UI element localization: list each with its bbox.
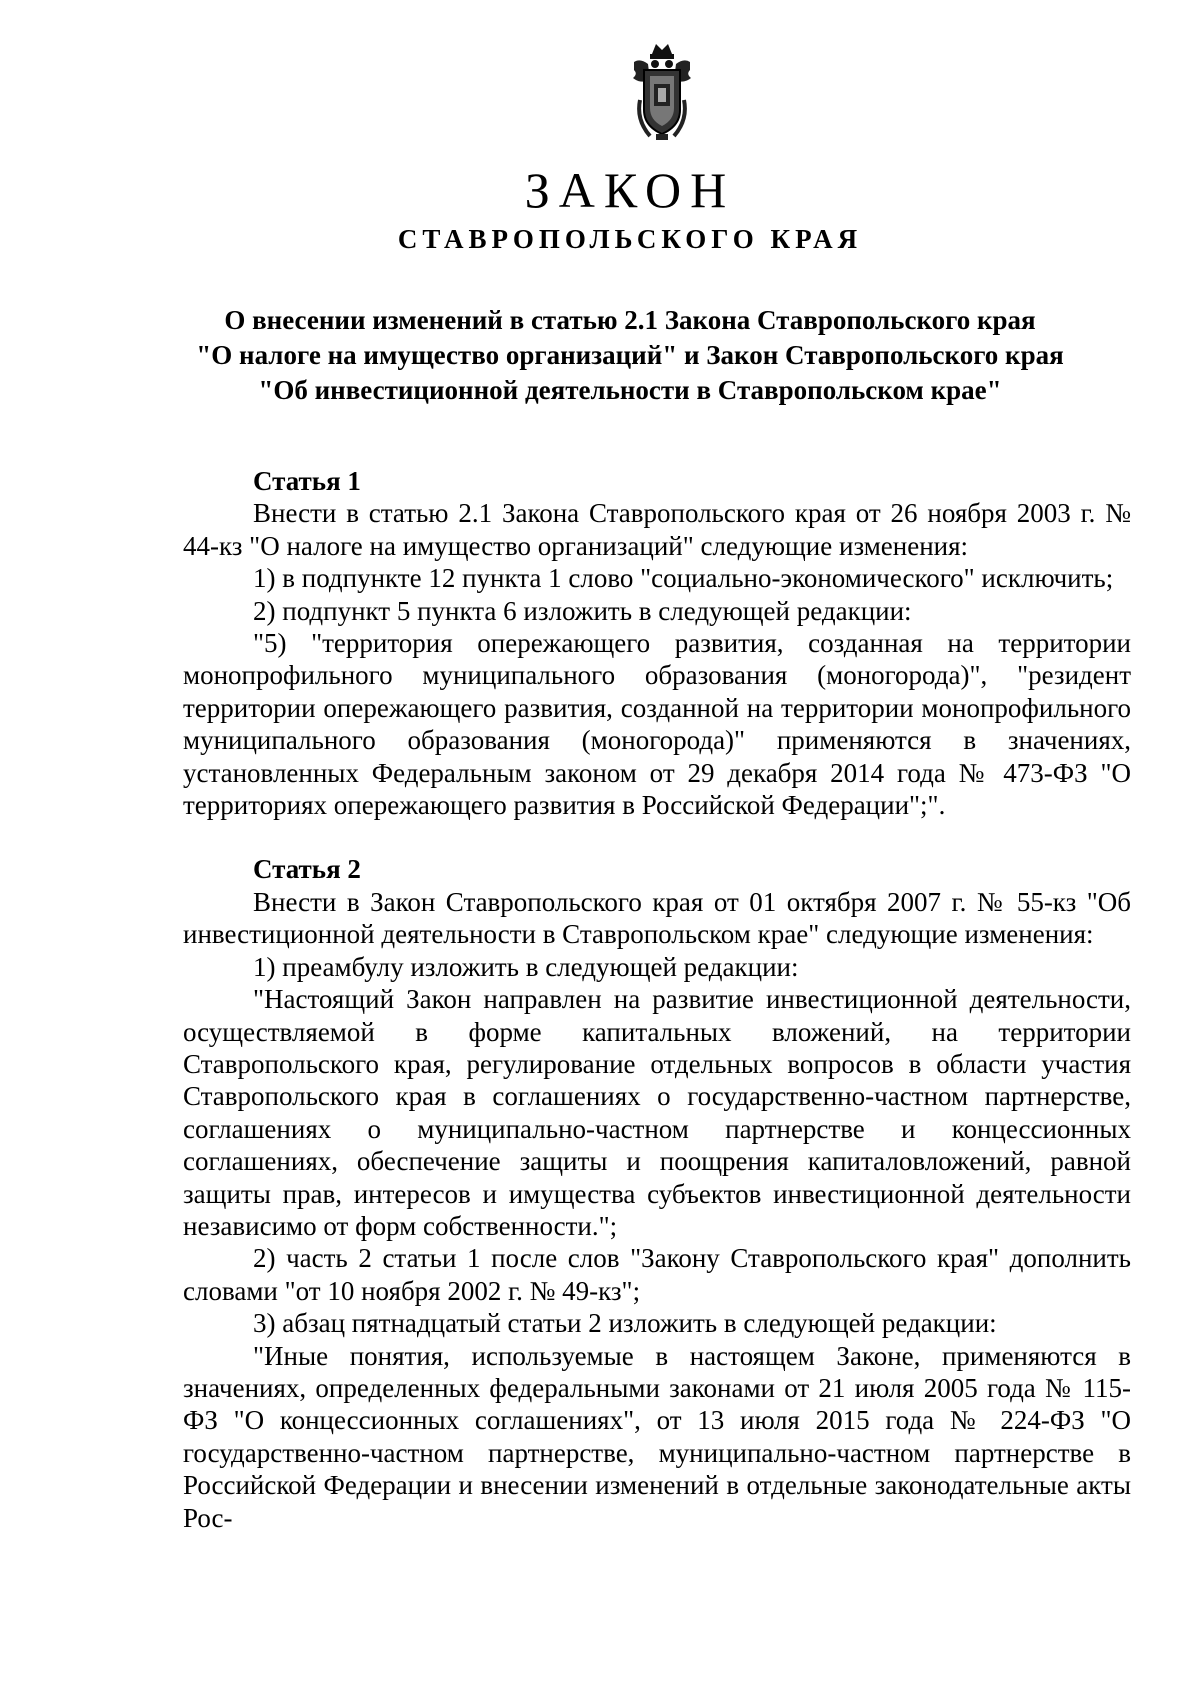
law-name-line: "Об инвестиционной деятельности в Ставропольском крае" <box>258 375 1002 405</box>
article-1-paragraph: "5) "территория опережающего развития, созданная на территории монопрофильного муниципального образования (моногорода)", "резидент территории опережающего развития, созданной на территории монопрофильного муниципального образования (моногорода)" применяются в значениях, установленных Федеральным законом от 29 декабря 2014 года № 473-ФЗ "О территориях опережающего развития в Российской Федерации";". <box>183 628 1131 821</box>
article-2-paragraph: 1) преамбулу изложить в следующей редакции: <box>253 951 799 982</box>
article-2-paragraph: Внести в Закон Ставропольского края от 01 октября 2007 г. № 55-кз "Об инвестиционной деятельности в Ставропольском крае" следующие изменения: <box>183 886 1131 950</box>
article-1-paragraph: Внести в статью 2.1 Закона Ставропольского края от 26 ноября 2003 г. № 44-кз "О налоге на имущество организаций" следующие изменения: <box>183 498 1131 561</box>
article-2-heading: Статья 2 <box>253 854 361 885</box>
law-name <box>0 303 1200 408</box>
section-gap <box>183 821 1131 853</box>
article-2-paragraph: "Иные понятия, используемые в настоящем Законе, применяются в значениях, определенных федеральными законами от 21 июля 2005 года № 115-ФЗ "О концессионных соглашениях", от 13 июля 2015 года № 224-ФЗ "О государственно-частном партнерстве, муниципально-частном партнерстве в Российской Федерации и внесении изменений в отдельные законодательные акты Рос- <box>183 1340 1131 1533</box>
stavropol-coat-of-arms-icon <box>630 40 694 144</box>
article-2-paragraph: 2) часть 2 статьи 1 после слов "Закону Ставропольского края" дополнить словами "от 10 ноября 2002 г. № 49-кз"; <box>183 1243 1131 1306</box>
article-1-paragraph: 1) в подпункте 12 пункта 1 слово "социально-экономического" исключить; <box>253 563 1114 594</box>
document-body <box>183 465 1131 1534</box>
law-name-line: О внесении изменений в статью 2.1 Закона Ставропольского края <box>224 305 1036 335</box>
article-1-heading: Статья 1 <box>253 466 361 496</box>
article-2-paragraph: "Настоящий Закон направлен на развитие инвестиционной деятельности, осуществляемой в форме капитальных вложений, на территории Ставропольского края, регулирование отдельных вопросов в области участия Ставропольского края в соглашениях о государственно-частном партнерстве, соглашениях о муниципально-частном партнерстве и концессионных соглашениях, обеспечение защиты и поощрения капиталовложений, равной защиты прав, интересов и имущества субъектов инвестиционной деятельности независимо от форм собственности."; <box>183 984 1131 1241</box>
article-2-paragraph: 3) абзац пятнадцатый статьи 2 изложить в следующей редакции: <box>253 1308 997 1339</box>
document-subtitle: СТАВРОПОЛЬСКОГО КРАЯ <box>397 224 863 254</box>
article-1-paragraph: 2) подпункт 5 пункта 6 изложить в следующей редакции: <box>253 595 912 626</box>
law-name-line: "О налоге на имущество организаций" и Закон Ставропольского края <box>196 340 1064 370</box>
document-title: ЗАКОН <box>524 162 736 218</box>
